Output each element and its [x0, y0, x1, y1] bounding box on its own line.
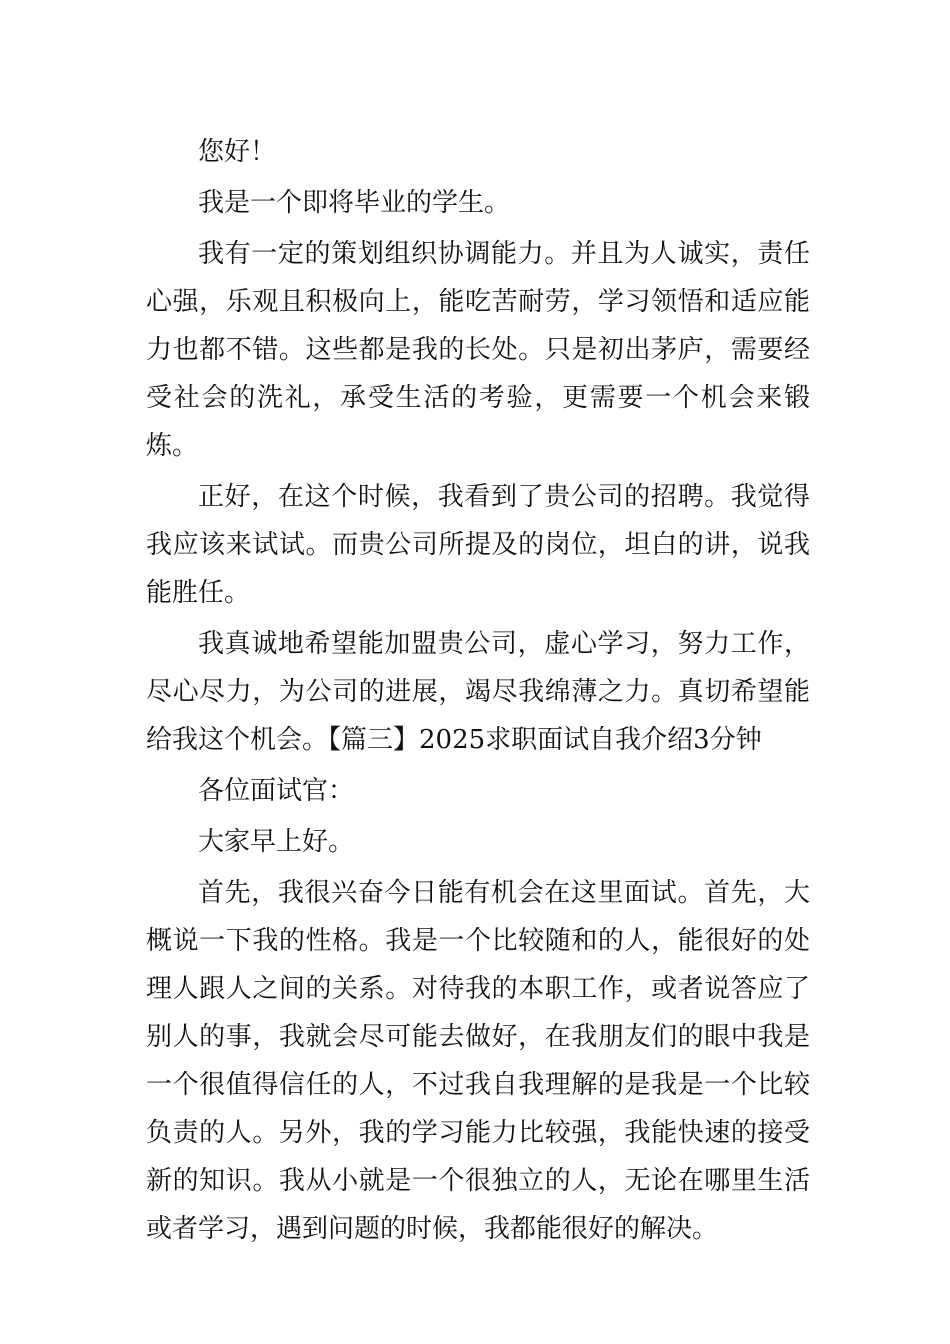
paragraph-personality: 首先，我很兴奋今日能有机会在这里面试。首先，大概说一下我的性格。我是一个比较随和的人，能很好的处理人跟人之间的关系。对待我的本职工作，或者说答应了别人的事，我就会尽可能去做好，在我朋友们的眼中我是一个很值得信任的人，不过我自我理解的是我是一个比较负责的人。另外，我的学习能力比较强，我能快速的接受新的知识。我从小就是一个很独立的人，无论在哪里生活或者学习，遇到问题的时候，我都能很好的解决。 — [146, 878, 810, 1244]
paragraph-recruitment: 正好，在这个时候，我看到了贵公司的招聘。我觉得我应该来试试。而贵公司所提及的岗位，坦白的讲，说我能胜任。 — [146, 482, 810, 608]
document-body — [146, 128, 810, 1256]
paragraph-greeting: 您好！ — [198, 137, 277, 167]
paragraph-abilities: 我有一定的策划组织协调能力。并且为人诚实，责任心强，乐观且积极向上，能吃苦耐劳，学习领悟和适应能力也都不错。这些都是我的长处。只是初出茅庐，需要经受社会的洗礼，承受生活的考验，更需要一个机会来锻炼。 — [146, 239, 810, 461]
paragraph-hope: 我真诚地希望能加盟贵公司，虚心学习，努力工作，尽心尽力，为公司的进展，竭尽我绵薄之力。真切希望能给我这个机会。【篇三】2025求职面试自我介绍3分钟 — [146, 629, 810, 755]
paragraph-salutation: 各位面试官： — [198, 776, 355, 806]
paragraph-intro: 我是一个即将毕业的学生。 — [198, 188, 511, 218]
paragraph-morning-greeting: 大家早上好。 — [198, 827, 355, 857]
